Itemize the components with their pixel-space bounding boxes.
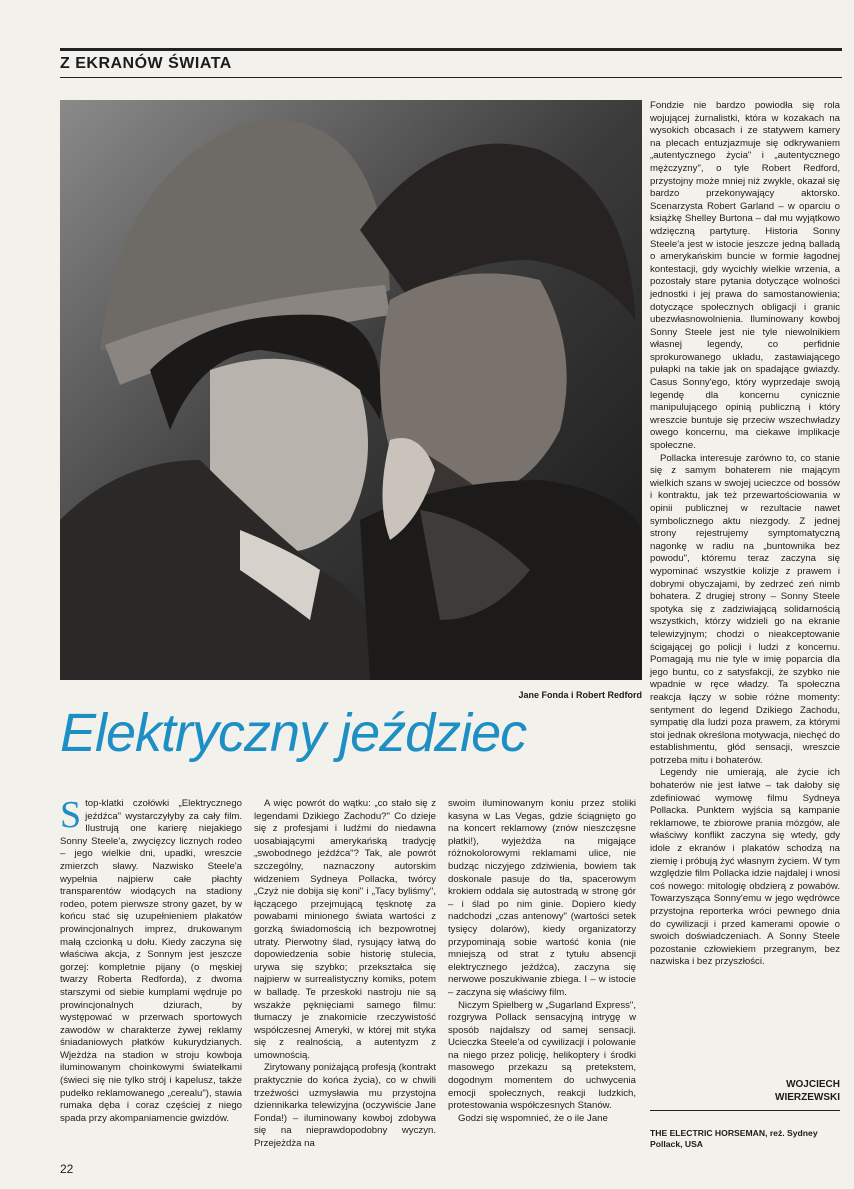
photo-caption: Jane Fonda i Robert Redford: [518, 690, 642, 700]
drop-cap: S: [60, 794, 82, 836]
paragraph: Niczym Spielberg w „Sugarland Express", rozgrywa Pollack sensacyjną intrygę w sposób najdalszy od samej sensacji. Ucieczka Steele'a od cywilizacji i polowanie na niego przez policję, helikoptery i środki masowego przekazu są pretekstem, dogodnym momentem do uchwycenia emocji społecznych, reakcji ludzkich, protestowania współczesnych Stanów.: [448, 999, 636, 1112]
film-still-image: [60, 100, 642, 680]
paragraph: Stop-klatki czołówki „Elektrycznego jeźdźca" wystarczyłyby za cały film. Ilustrują one karierę niejakiego Sonny Steele'a, zwycięzcy licznych rodeo – jego wielkie dni, upadki, wreszcie zmierzch sławy. Nazwisko Steele'a wypełnia najpierw całe płachty transparentów wiodących na stadiony rodeo, potem pierwsze strony gazet, by w końcu stać się uzupełnieniem plakatów prowincjonalnych imprez, drukowanym małą czcionką u dołu. Kiedy zaczyna się właściwa akcja, z Sonnym jest jeszcze gorzej: kompletnie pijany (o męskiej twarzy Roberta Redforda), z dwoma starszymi od siebie kumplami wędruje po prowincjonalnych dziurach, by występować w przerwach sportowych zawodów w charakterze żywej reklamy śniadaniowych płatków kukurydzianych. Wjeżdża na stadion w stroju kowboja iluminowanym choinkowymi światełkami (świeci się nie tylko strój i kapelusz, także pudełko reklamowanego „cerealu"), stawia rumaka dęba i coraz częściej z niego spada przy akompaniamencie gwizdów.: [60, 794, 242, 1124]
film-credit: THE ELECTRIC HORSEMAN, reż. Sydney Pollack, USA: [650, 1128, 818, 1149]
text-column-4: [650, 100, 840, 969]
article-headline: Elektryczny jeździec: [60, 703, 527, 763]
film-still-photo: [60, 100, 642, 680]
section-title: Z EKRANÓW ŚWIATA: [60, 55, 232, 72]
author-first-name: WOJCIECH: [786, 1079, 840, 1090]
section-rule: [60, 77, 842, 78]
paragraph: swoim iluminowanym koniu przez stoliki kasyna w Las Vegas, gdzie ściągnięto go na koncert reklamowy (znów nieszczęsne płatki!), wyjeżdża na migające różnokolorowymi reklamami ulice, nie budząc niczyjego zdziwienia, bowiem tak doskonale pasuje do tła, spacerowym krokiem oddala się autostradą w stronę gór – i ślad po nim ginie. Dopiero kiedy nadchodzi „czas antenowy" (wartości setek tysięcy dolarów), kiedy organizatorzy przypominają sobie wartość konia (nie mniejszą od strat z tytułu absencji elektrycznego jeźdźca), zaczyna się nerwowe poszukiwanie zbiega. I – w istocie – zaczyna się właściwy film.: [448, 798, 636, 998]
page-number: 22: [60, 1162, 74, 1176]
paragraph: Legendy nie umierają, ale życie ich bohaterów nie jest łatwe – tak dałoby się zdefiniować wymowę filmu Sydneya Pollacka. Punktem wyjścia są kampanie reklamowe, te zbiorowe prania mózgów, ale właściwy konflikt zaczyna się wtedy, gdy idole z ekranów i plakatów schodzą na ziemię i próbują żyć własnym życiem. W tym względzie film Pollacka idzie najdalej i wnosi coś nowego: mitologię obdzierą z powabów. Towarzysząca Sonny'emu w jego wędrówce przystojna reporterka wróci pewnego dnia do cywilizacji i przed kamerami opowie o swoich doświadczeniach. A Sonny Steele pozostanie człowiekiem przegranym, bez nazwiska i bez przyszłości.: [650, 767, 840, 968]
text-column-1: [60, 794, 242, 1125]
paragraph: Pollacka interesuje zarówno to, co stanie się z samym bohaterem nie mającym wielkich szans w swojej ucieczce od bossów i kontraktu, jak też przewartościowania w opinii publicznej w rezultacie nawet symbolicznego aktu niezgody. Z jednej strony rejestrujemy symptomatyczną nagonkę w radiu na „buntownika bez powodu", któremu teraz zaczyna się wypominać wszystkie kolizje z prawem i dobrymi obyczajami, by zedrzeć zeń nimb bohatera. Z drugiej strony – Sonny Steele spotyka się z zadziwiającą solidarnością wszystkich, którzy widzieli go na ekranie telewizyjnym; chodzi o nieakceptowanie ścigającej go policji i ludzi z koncernu. Pomagają mu nie tyle w imię poparcia dla jego buntu, co z satysfakcji, że szybko nie wpadnie w ręce władzy. Ta społeczna reakcja łączy w sobie różne momenty: sentyment do legend Dzikiego Zachodu, sympatię dla ludzi poza prawem, za którymi stoi jednak określona motywacja, niechęć do establishmentu, głód sensacji, wreszcie potrzeba mitu i bohaterów.: [650, 452, 840, 766]
author-last-name: WIERZEWSKI: [775, 1092, 840, 1103]
paragraph: A więc powrót do wątku: „co stało się z legendami Dzikiego Zachodu?" Co dzieje się z profesjami i ludźmi do niedawna uosabiającymi amerykańską tradycję „swobodnego jeźdźca"? Tak, ale powrót szczególny, naznaczony autorskim widzeniem Sydneya Pollacka, twórcy „Czyż nie dobija się koni" i „Tacy byliśmy", łączącego przejmującą tęsknotę za powabami minionego świata wartości z gorzką świadomością ich bezpowrotnej utraty. Pierwotny ślad, rysujący łatwą do dopowiedzenia sobie historię stulecia, urywa się szybko; przekształca się najpierw w surrealistyczny komiks, potem w balladę. Te przeskoki nastroju nie są wszakże pęknięciami samego filmu: tłumaczy je znakomicie rzeczywistość współczesnej Ameryki, w której mit styka się z realnością, a autentyzm z umownością.: [254, 798, 436, 1061]
author-byline: [650, 1078, 840, 1104]
paragraph: Godzi się wspomnieć, że o ile Jane: [458, 1112, 608, 1124]
paragraph: Zirytowany poniżającą profesją (kontrakt praktycznie do końca życia), co w chwili trzeźwości uzmysławia mu przystojna dziennikarka telewizyjna (oczywiście Jane Fonda!) – iluminowany kowboj zdobywa się na nieprawdopodobny wyczyn. Przejeżdża na: [254, 1062, 436, 1150]
top-rule: [60, 48, 842, 51]
text-column-3: [448, 798, 636, 1125]
credit-rule: [650, 1110, 840, 1111]
text-column-2: [254, 798, 436, 1151]
paragraph: Fondzie nie bardzo powiodła się rola wojującej żurnalistki, która w kozakach na wysokich obcasach i ze statywem kamery na plecach entuzjazmuje się odkrywaniem „autentycznego życia" i „autentycznego mężczyzny", o tyle Robert Redford, przystojny może mniej niż zwykle, okazał się bardzo przekonywający aktorsko. Scenarzysta Robert Garland – w oparciu o książkę Shelley Burtona – dał mu wyjątkowo wdzięczną partyturę. Historia Sonny Steele'a jest w istocie jeszcze jedną balladą o amerykańskim buncie w formie łagodnej kontestacji, gdy wycichły wielkie wrzenia, a pozostały stare pytania dotyczące wolności jednostki i jej prawa do samostanowienia; dotyczące społecznych obligacji i granic ubezwłasnowolnienia. Iluminowany kowboj Sonny Steele jest nie tyle niewolnikiem własnej legendy, co perfidnie sprokurowanego układu, zastawiającego pułapki na takie jak on spadające gwiazdy. Casus Sonny'ego, który wyprzedaje swoją legendę dla koncernu cynicznie manipulującego opinią publiczną i który wreszcie buntuje się przeciw wszechwładzy owego koncernu, ma ciekawe implikacje społeczne.: [650, 100, 840, 452]
